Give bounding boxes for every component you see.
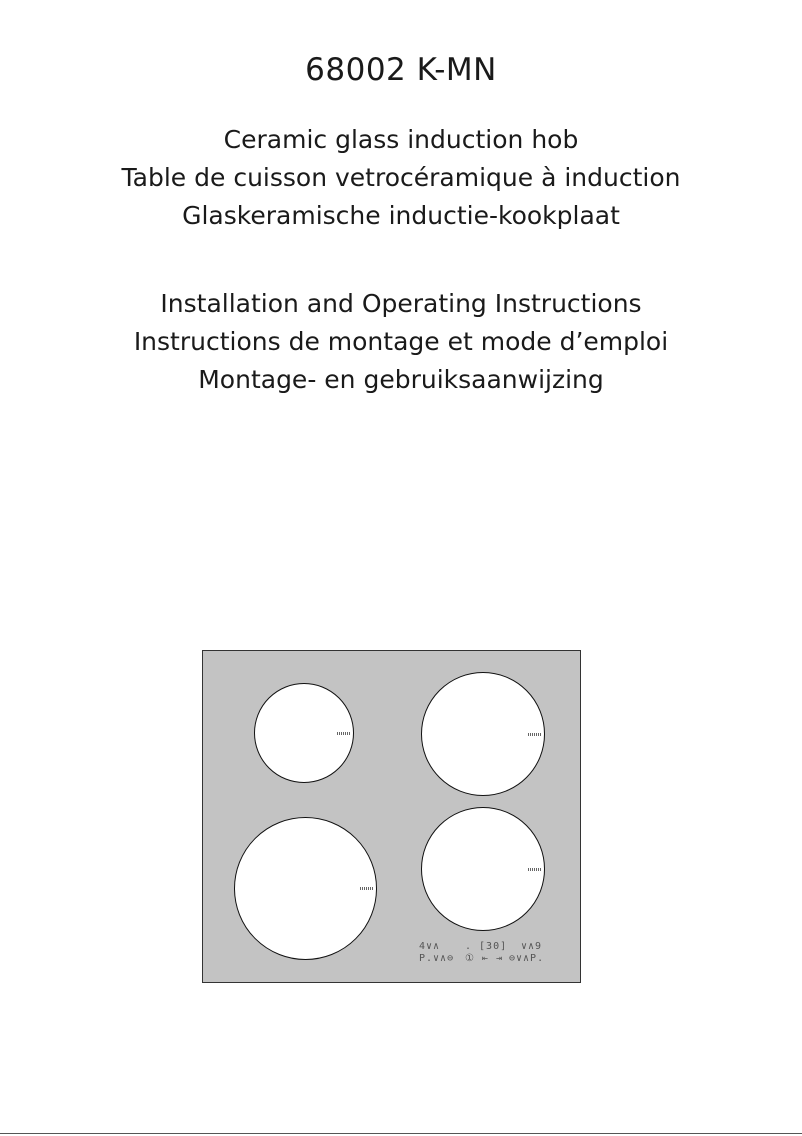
manual-title-nl: Montage- en gebruiksaanwijzing (198, 365, 604, 394)
product-title-fr: Table de cuisson vetrocéramique à induction (121, 163, 681, 192)
control-row1-timer: . [30] (465, 941, 508, 952)
control-row2-left: P.∨∧⊖ (419, 953, 455, 964)
manual-title-en: Installation and Operating Instructions (160, 289, 642, 318)
model-number: 68002 K-MN (305, 52, 497, 88)
manual-title-fr: Instructions de montage et mode d’emploi (133, 327, 669, 356)
control-row1-left: 4∨∧ (419, 941, 441, 952)
control-row1-right: ∨∧9 (521, 941, 543, 952)
control-row2-right: ⊖∨∧P. (509, 953, 545, 964)
control-panel (203, 651, 582, 984)
product-title-en: Ceramic glass induction hob (223, 125, 579, 154)
bottom-rule (0, 1133, 802, 1134)
control-row2-mid: ① ⇤ ⇥ (465, 953, 504, 964)
hob-illustration (202, 650, 581, 983)
product-title-nl: Glaskeramische inductie-kookplaat (182, 201, 620, 230)
